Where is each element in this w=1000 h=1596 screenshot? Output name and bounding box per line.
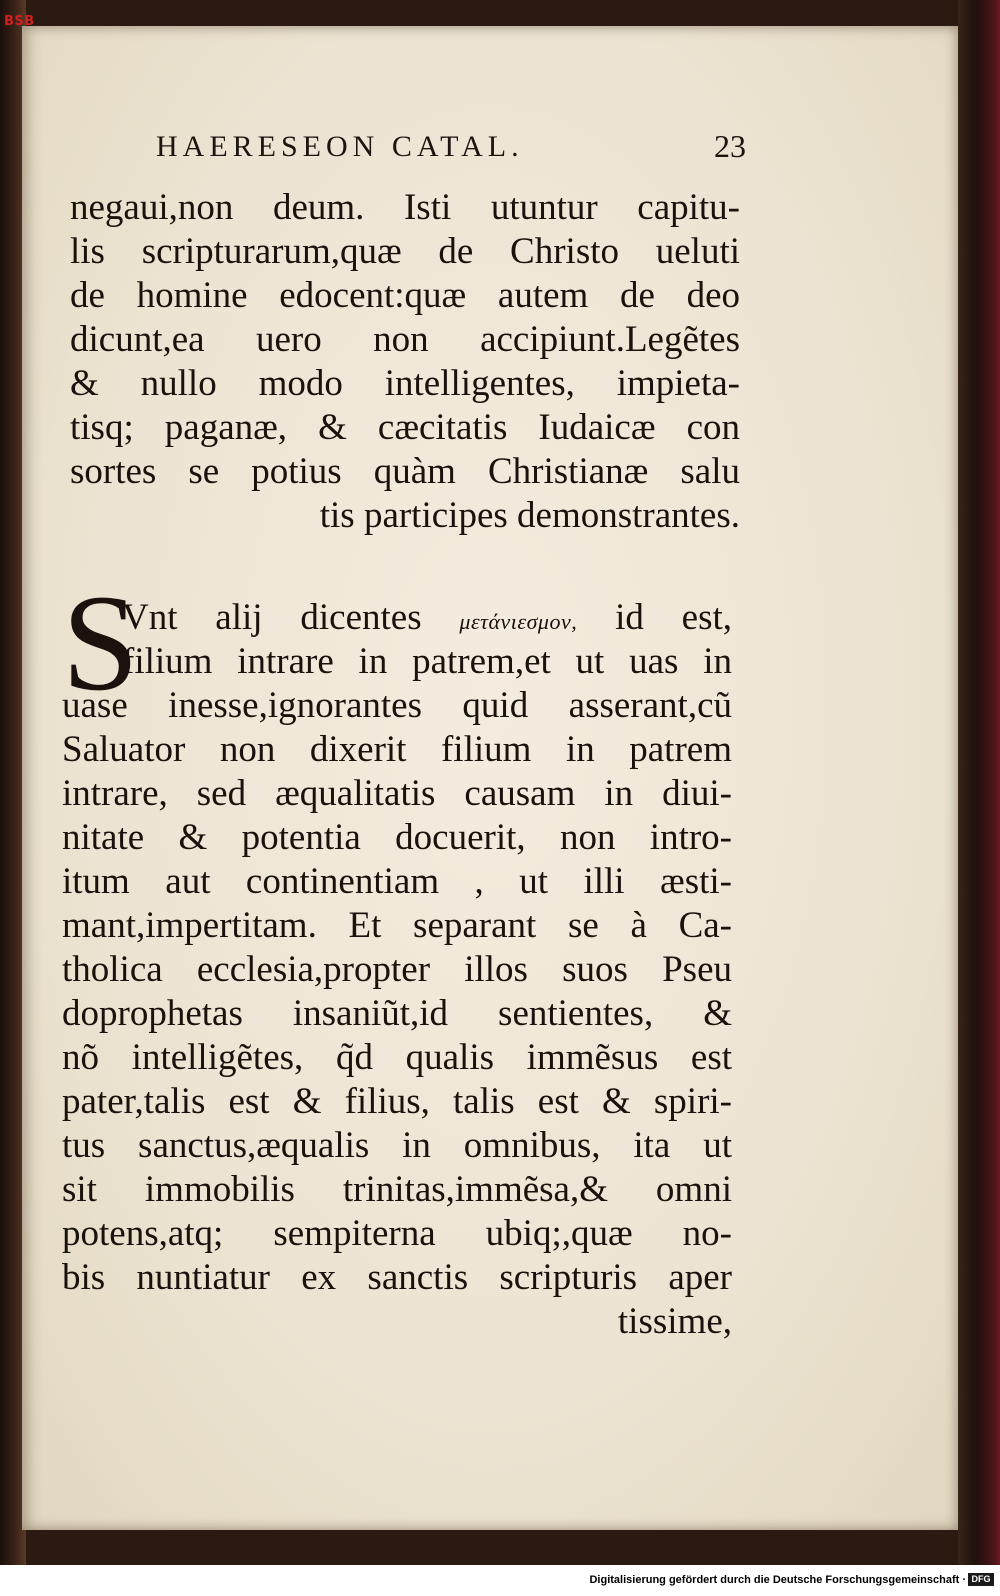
drop-cap: S bbox=[62, 566, 139, 719]
text-line: itum aut continentiam , ut illi æsti- bbox=[62, 861, 732, 902]
paragraph-1 bbox=[70, 186, 740, 538]
text-line: tis participes demonstrantes. bbox=[319, 495, 740, 536]
text-line: intrare, sed æqualitatis causam in diui- bbox=[62, 773, 732, 814]
text-line: & nullo modo intelligentes, impieta- bbox=[70, 363, 740, 404]
text-line: pater,talis est & filius, talis est & spiri- bbox=[62, 1081, 732, 1122]
text-line: negaui,non deum. Isti utuntur capitu- bbox=[70, 187, 740, 228]
text-line-first bbox=[62, 596, 732, 640]
text-line: tholica ecclesia,propter illos suos Pseu bbox=[62, 949, 732, 990]
first-line-start: Vnt alij dicentes bbox=[122, 597, 422, 638]
paragraph-2 bbox=[62, 596, 732, 1344]
funding-credit: Digitalisierung gefördert durch die Deutsche Forschungsgemeinschaft · bbox=[589, 1574, 966, 1586]
text-line-catchword: tissime, bbox=[617, 1301, 732, 1342]
text-line: mant,impertitam. Et separant se à Ca- bbox=[62, 905, 732, 946]
greek-word: μετάνιεσμον, bbox=[459, 609, 578, 634]
text-line: potens,atq; sempiterna ubiq;,quæ no- bbox=[62, 1213, 732, 1254]
dfg-logo: DFG bbox=[968, 1573, 994, 1586]
text-line: lis scripturarum,quæ de Christo ueluti bbox=[70, 231, 740, 272]
text-line: tisq; paganæ, & cæcitatis Iudaicæ con bbox=[70, 407, 740, 448]
text-line: Saluator non dixerit filium in patrem bbox=[62, 729, 732, 770]
bsb-watermark: BSB bbox=[4, 14, 35, 29]
text-line: bis nuntiatur ex sanctis scripturis aper bbox=[62, 1257, 732, 1298]
book-edge bbox=[958, 0, 1000, 1565]
text-line: tus sanctus,æqualis in omnibus, ita ut bbox=[62, 1125, 732, 1166]
first-line-end: id est, bbox=[615, 597, 732, 638]
text-line: sit immobilis trinitas,immẽsa,& omni bbox=[62, 1169, 732, 1210]
text-line: sortes se potius quàm Christianæ salu bbox=[70, 451, 740, 492]
text-line: uase inesse,ignorantes quid asserant,cũ bbox=[62, 685, 732, 726]
text-line: filium intrare in patrem,et ut uas in bbox=[122, 641, 732, 682]
text-line: nõ intelligẽtes, q̃d qualis immẽsus est bbox=[62, 1037, 732, 1078]
text-line: de homine edocent:quæ autem de deo bbox=[70, 275, 740, 316]
text-line: doprophetas insaniũt,id sentientes, & bbox=[62, 993, 732, 1034]
running-head-title: HAERESEON CATAL. bbox=[156, 130, 524, 163]
footer-bar bbox=[0, 1565, 1000, 1596]
page-number: 23 bbox=[714, 128, 746, 164]
running-head bbox=[156, 126, 746, 174]
text-line: dicunt,ea uero non accipiunt.Legẽtes bbox=[70, 319, 740, 360]
text-line: nitate & potentia docuerit, non intro- bbox=[62, 817, 732, 858]
